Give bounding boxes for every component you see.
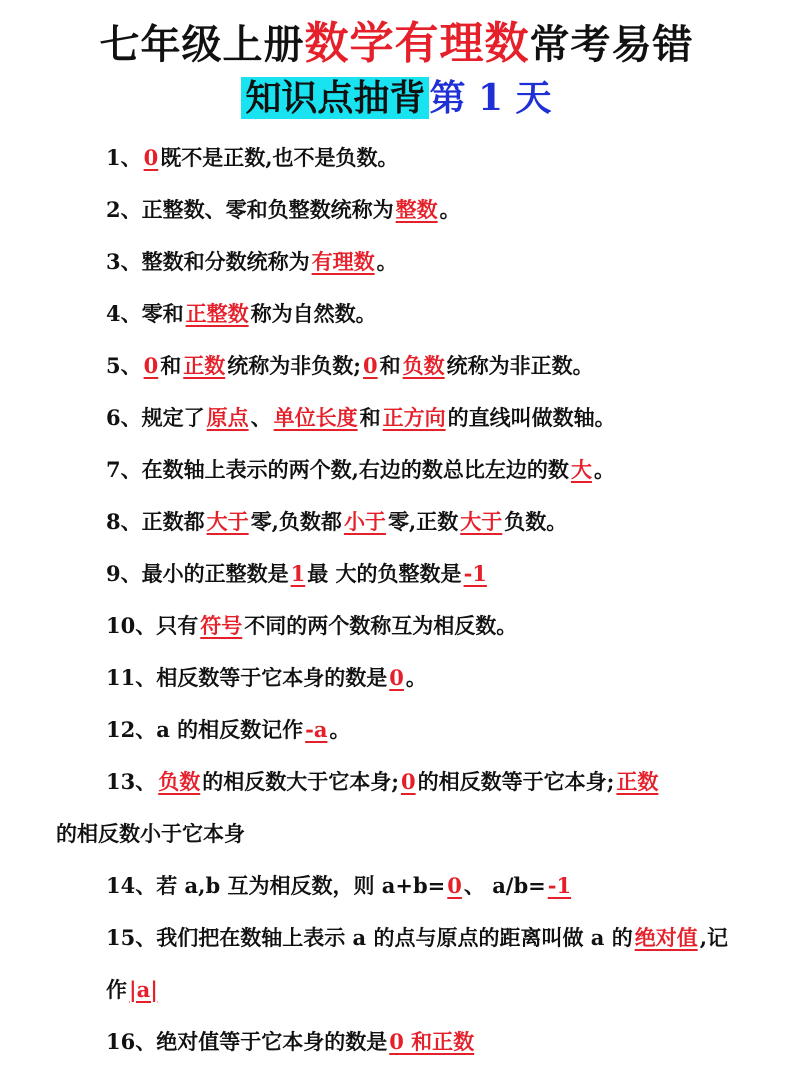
answer-text: 0 <box>447 873 462 898</box>
answer-text: 正方向 <box>382 405 446 430</box>
item-number: 16、 <box>106 1029 157 1054</box>
list-item <box>0 288 793 340</box>
item-number: 2、 <box>106 197 142 222</box>
item-number: 11、 <box>106 665 157 690</box>
item-number: 5、 <box>106 353 142 378</box>
item-text: 负数。 <box>504 509 568 534</box>
item-text: 的直线叫做数轴。 <box>447 405 616 430</box>
answer-text: 单位长度 <box>273 405 358 430</box>
item-text: 的相反数大于它本身; <box>202 769 399 794</box>
item-text: 的相反数小于它本身 <box>56 821 245 846</box>
item-text: 。 <box>405 665 427 690</box>
item-number: 15、 <box>106 925 157 950</box>
title-line-1 <box>0 18 793 71</box>
answer-text: 正数 <box>616 769 659 794</box>
item-text: 在数轴上表示的两个数,右边的数总比左边的数 <box>141 457 569 482</box>
item-text: 我们把在数轴上表示 a 的点与原点的距离叫做 a 的 <box>156 925 633 950</box>
item-text: 只有 <box>156 613 199 638</box>
answer-text: 正数 <box>183 353 226 378</box>
knowledge-list <box>0 132 793 1068</box>
item-text: 和 <box>160 353 182 378</box>
answer-text: 符号 <box>200 613 243 638</box>
list-item <box>0 236 793 288</box>
item-text: 零,正数 <box>387 509 459 534</box>
item-text: 。 <box>376 249 398 274</box>
answer-text: -1 <box>547 873 572 898</box>
item-number: 6、 <box>106 405 142 430</box>
item-text: 统称为非正数。 <box>446 353 594 378</box>
item-number: 9、 <box>106 561 142 586</box>
item-text: 零,负数都 <box>250 509 342 534</box>
item-text: 。 <box>329 717 351 742</box>
item-number: 4、 <box>106 301 142 326</box>
title-block <box>0 0 793 123</box>
list-item <box>0 860 793 912</box>
list-item <box>0 548 793 600</box>
item-number: 12、 <box>106 717 157 742</box>
item-text: 不同的两个数称互为相反数。 <box>244 613 518 638</box>
subtitle-highlight: 知识点抽背 <box>241 77 429 119</box>
item-text: 若 a,b 互为相反数，则 a+b= <box>156 873 446 898</box>
item-text: 正整数、零和负整数统称为 <box>141 197 394 222</box>
list-item <box>0 704 793 756</box>
answer-text: 0 <box>143 353 159 378</box>
answer-text: 0 <box>143 145 159 170</box>
answer-text: 整数 <box>395 197 438 222</box>
answer-text: -1 <box>463 561 487 586</box>
answer-text: 原点 <box>206 405 249 430</box>
answer-text: 大于 <box>460 509 503 534</box>
item-text: 最 大的负整数是 <box>307 561 462 586</box>
item-number: 1、 <box>106 145 142 170</box>
item-text: 的相反数等于它本身; <box>417 769 615 794</box>
answer-text: 小于 <box>343 509 386 534</box>
answer-text: 正整数 <box>185 301 249 326</box>
list-item <box>0 132 793 184</box>
item-number: 10、 <box>106 613 157 638</box>
list-item <box>0 184 793 236</box>
answer-text: 绝对值 <box>634 925 698 950</box>
item-number: 14、 <box>106 873 157 898</box>
list-item <box>0 1016 793 1068</box>
list-item <box>0 340 793 392</box>
item-text: 零和 <box>141 301 184 326</box>
item-text: 称为自然数。 <box>250 301 377 326</box>
answer-text: 1 <box>290 561 306 586</box>
item-text: 、 a/b= <box>463 873 546 898</box>
item-text: 正数都 <box>141 509 205 534</box>
item-text: 既不是正数,也不是负数。 <box>160 145 399 170</box>
answer-text: 大 <box>570 457 592 482</box>
item-text: 、 <box>250 405 272 430</box>
item-text: 和 <box>359 405 381 430</box>
answer-text: 0 <box>389 665 404 690</box>
item-text: 最小的正整数是 <box>141 561 289 586</box>
list-item <box>0 652 793 704</box>
answer-text: 0 <box>401 769 416 794</box>
title-highlight: 数学有理数 <box>304 18 530 69</box>
answer-text: 大于 <box>206 509 249 534</box>
title-suffix: 常考易错 <box>529 21 694 68</box>
title-prefix: 七年级上册 <box>99 21 305 68</box>
item-text: ,记作 <box>106 925 729 1002</box>
answer-text: 0 <box>363 353 378 378</box>
answer-text: -a <box>305 717 328 742</box>
item-text: 。 <box>593 457 615 482</box>
list-item <box>0 600 793 652</box>
day-label: 第 1 天 <box>429 77 552 119</box>
item-text: 。 <box>439 197 461 222</box>
item-text: a 的相反数记作 <box>156 717 304 742</box>
item-text: 和 <box>379 353 401 378</box>
item-text: 统称为非负数; <box>227 353 362 378</box>
answer-text: 负数 <box>402 353 445 378</box>
answer-text: 0 和正数 <box>389 1029 475 1054</box>
item-text: 相反数等于它本身的数是 <box>156 665 388 690</box>
item-number: 7、 <box>106 457 142 482</box>
list-item <box>0 496 793 548</box>
item-number: 8、 <box>106 509 142 534</box>
item-number: 3、 <box>106 249 142 274</box>
answer-text: 负数 <box>158 769 201 794</box>
item-text: 整数和分数统称为 <box>141 249 310 274</box>
list-item <box>0 392 793 444</box>
item-text: 规定了 <box>141 405 205 430</box>
answer-text: 有理数 <box>311 249 375 274</box>
list-item <box>0 912 793 1016</box>
answer-text: |a| <box>129 977 158 1002</box>
list-item <box>0 756 793 860</box>
item-text: 绝对值等于它本身的数是 <box>156 1029 388 1054</box>
title-line-2 <box>0 73 793 123</box>
item-number: 13、 <box>106 769 157 794</box>
list-item <box>0 444 793 496</box>
